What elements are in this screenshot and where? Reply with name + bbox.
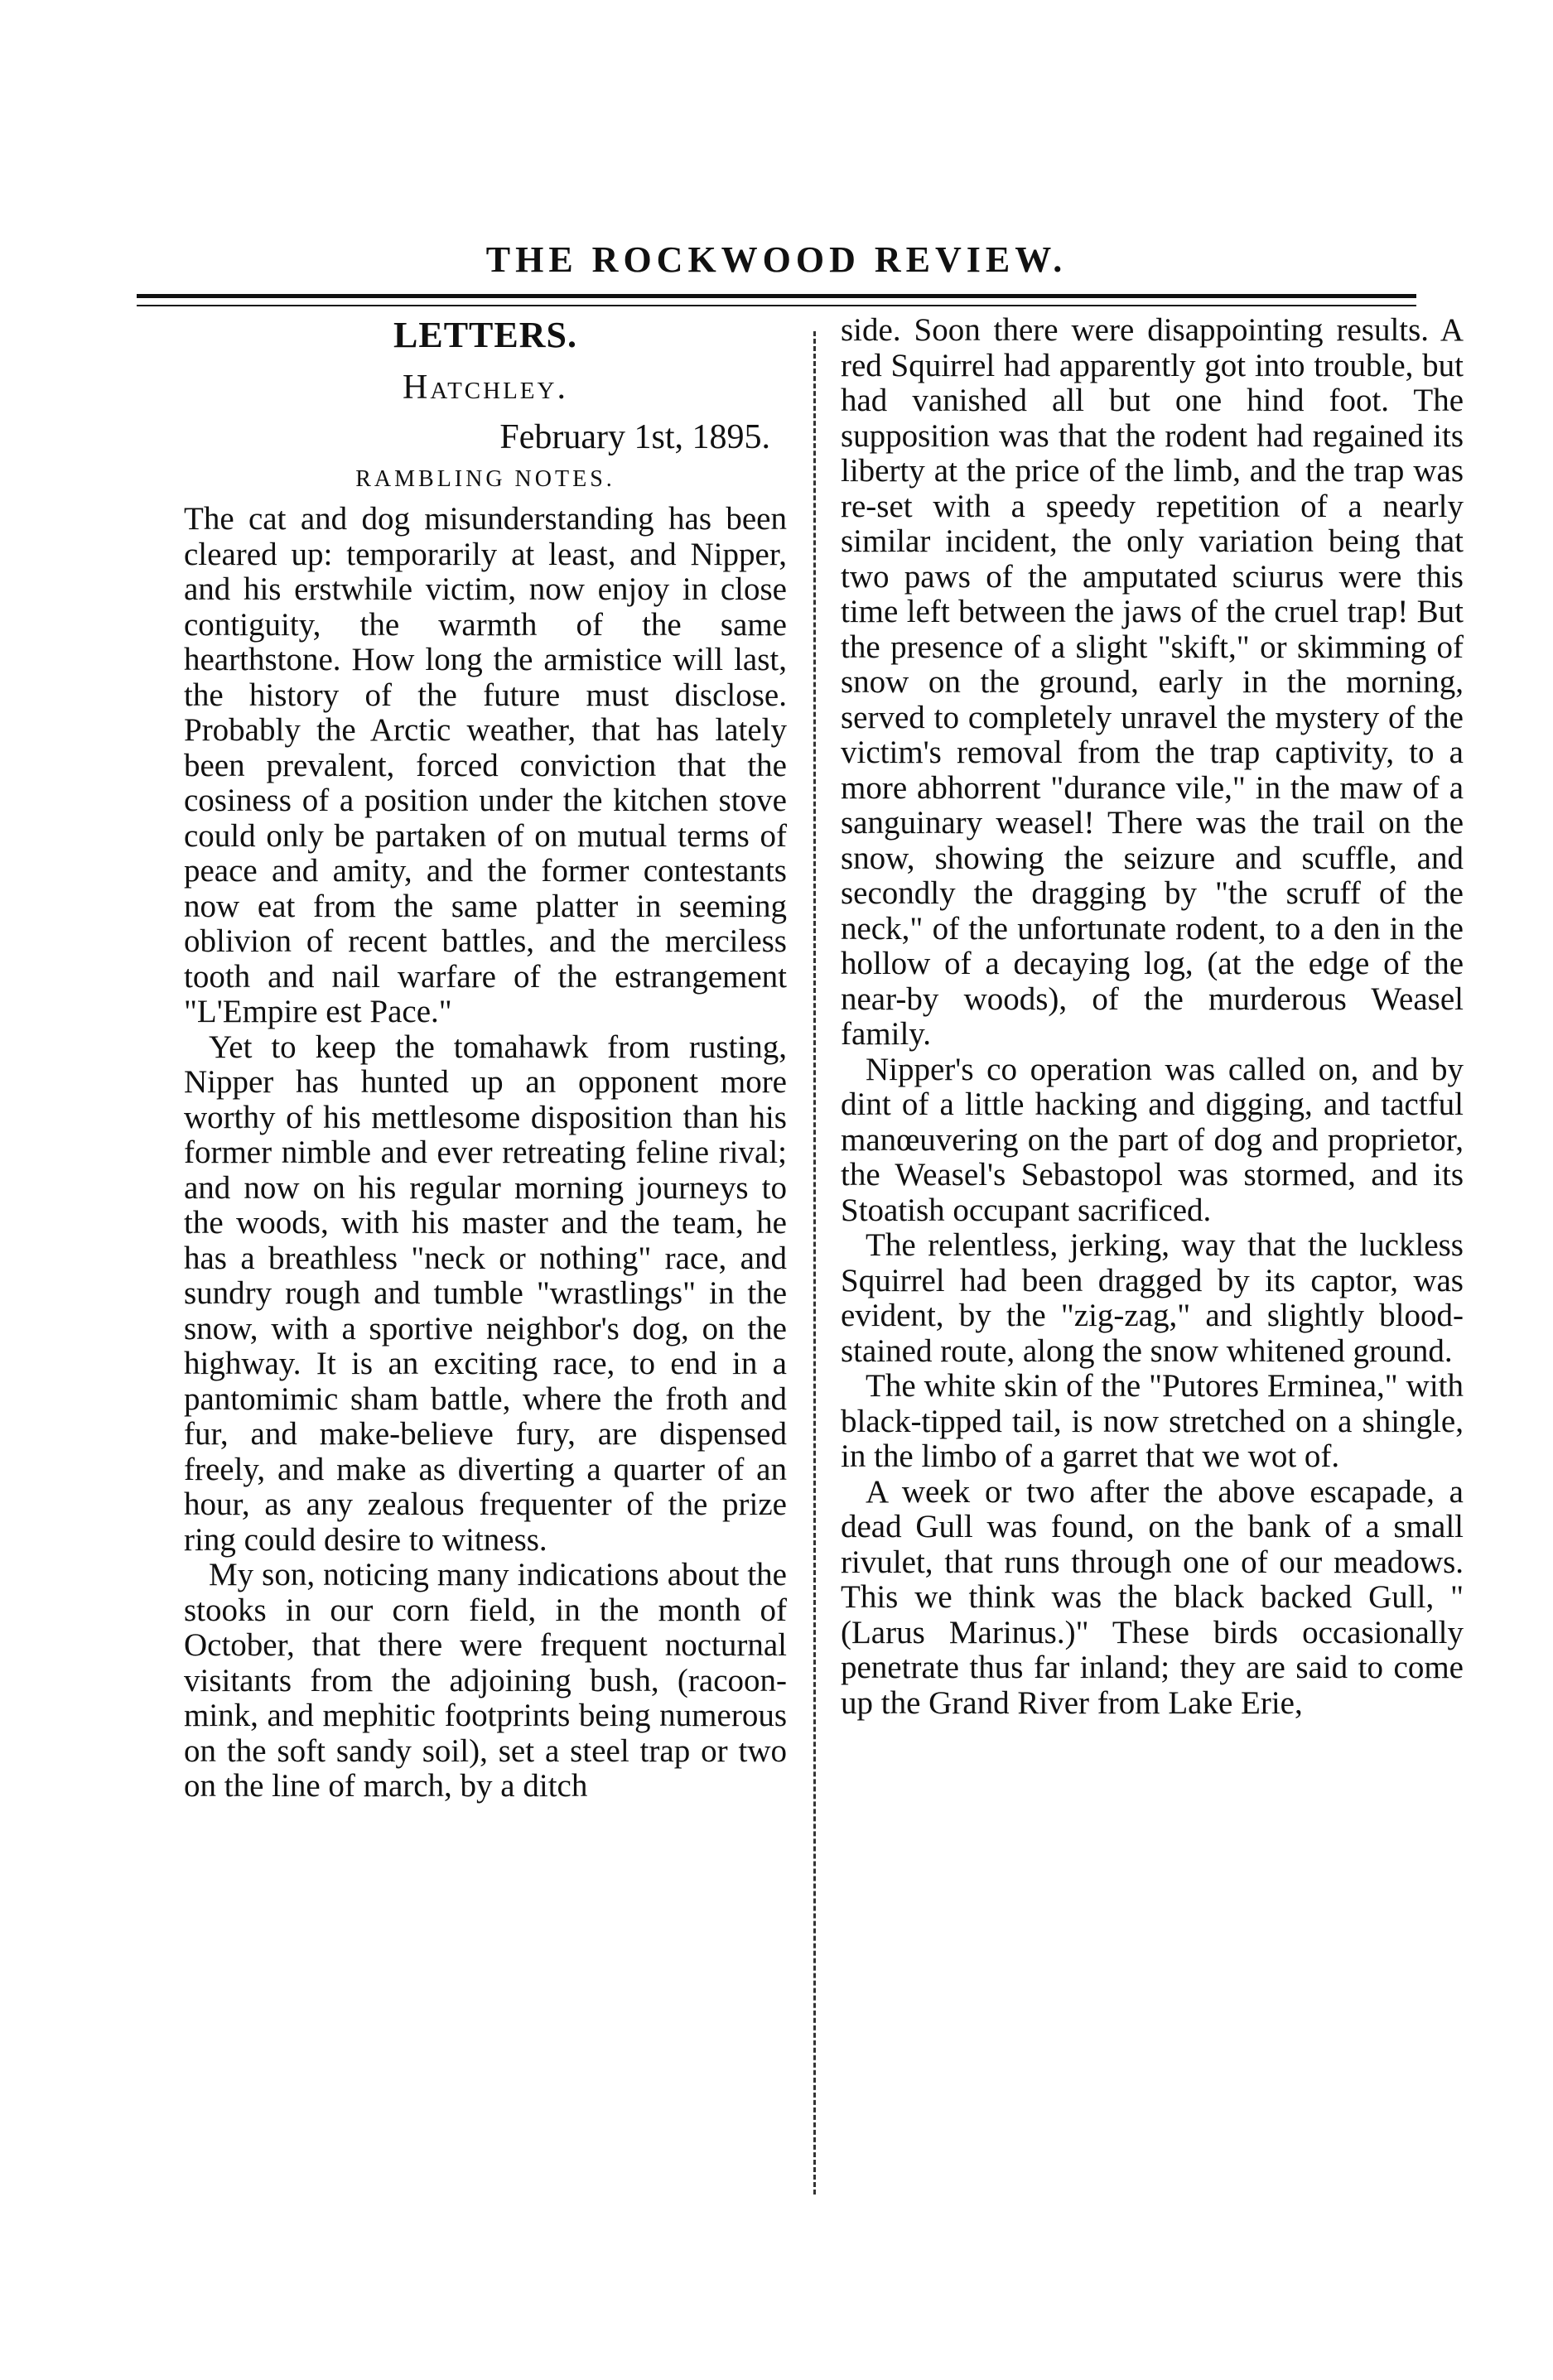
right-column bbox=[841, 313, 1464, 1721]
column-divider bbox=[813, 331, 816, 2195]
header-rule-thick bbox=[137, 294, 1416, 298]
letter-place: Hatchley. bbox=[403, 369, 568, 407]
header-rule-thin bbox=[137, 305, 1416, 306]
paragraph: A week or two after the above escapade, a dead Gull was found, on the bank of a small rivulet, that runs through one of our meadows. This we think was the black backed Gull, "(Larus Marinus.)" These birds occasionally penetrate thus far inland; they are said to come up the Grand River from Lake Erie, bbox=[841, 1473, 1464, 1721]
paragraph: The relentless, jerking, way that the luckless Squirrel had been dragged by its captor, was evident, by the "zig-zag," and slightly blood-stained route, along the snow whitened ground. bbox=[841, 1227, 1464, 1369]
paragraph: The cat and dog misunderstanding has been cleared up: temporarily at least, and Nipper, and his erstwhile victim, now enjoy in close contiguity, the warmth of the same hearthstone. How long the armistice will last, the history of the future must disclose. Probably the Arctic weather, that has lately been prevalent, forced conviction that the cosiness of a position under the kitchen stove could only be partaken of on mutual terms of peace and amity, and the former contestants now eat from the same platter in seeming oblivion of recent battles, and the merciless tooth and nail warfare of the estrangement "L'Empire est Pace." bbox=[184, 501, 787, 1029]
running-head: THE ROCKWOOD REVIEW. bbox=[485, 239, 1068, 280]
paragraph: Yet to keep the tomahawk from rusting, Nipper has hunted up an opponent more worthy of his mettlesome disposition than his former nimble and ever retreating feline rival; and now on his regular morning journeys to the woods, with his master and the team, he has a breathless "neck or nothing" race, and sundry rough and tumble "wrastlings" in the snow, with a sportive neighbor's dog, on the highway. It is an exciting race, to end in a pantomimic sham battle, where the froth and fur, and make-believe fury, are dispensed freely, and make as diverting a quarter of an hour, as any zealous frequenter of the prize ring could desire to witness. bbox=[184, 1029, 787, 1558]
paragraph: My son, noticing many indications about the stooks in our corn field, in the month of October, that there were frequent nocturnal visitants from the adjoining bush, (racoon-mink, and mephitic footprints being numerous on the soft sandy soil), set a steel trap or two on the line of march, by a ditch bbox=[184, 1557, 787, 1804]
paragraph: side. Soon there were disappointing results. A red Squirrel had apparently got into trouble, but had vanished all but one hind foot. The supposition was that the rodent had regained its liberty at the price of the limb, and the trap was re-set with a speedy repetition of a nearly similar incident, the only variation being that two paws of the amputated sciurus were this time left between the jaws of the cruel trap! But the presence of a slight "skift," or skimming of snow on the ground, early in the morning, served to completely unravel the mystery of the victim's removal from the trap captivity, to a more abhorrent "durance vile," in the maw of a sanguinary weasel! There was the trail on the snow, showing the seizure and scuffle, and secondly the dragging by "the scruff of the neck," of the unfortunate rodent, to a den in the hollow of a decaying log, (at the edge of the near-by woods), of the murderous Weasel family. bbox=[841, 312, 1464, 1052]
left-column bbox=[184, 313, 787, 1804]
letter-date: February 1st, 1895. bbox=[499, 418, 770, 456]
section-heading: LETTERS. bbox=[393, 315, 577, 355]
paragraph: Nipper's co operation was called on, and by dint of a little hacking and digging, and tactful manœuvering on the part of dog and proprietor, the Weasel's Sebastopol was stormed, and its Stoatish occupant sacrificed. bbox=[841, 1051, 1464, 1228]
paragraph: The white skin of the "Putores Erminea," with black-tipped tail, is now stretched on a shingle, in the limbo of a garret that we wot of. bbox=[841, 1368, 1464, 1474]
letter-subhead: RAMBLING NOTES. bbox=[355, 466, 615, 492]
